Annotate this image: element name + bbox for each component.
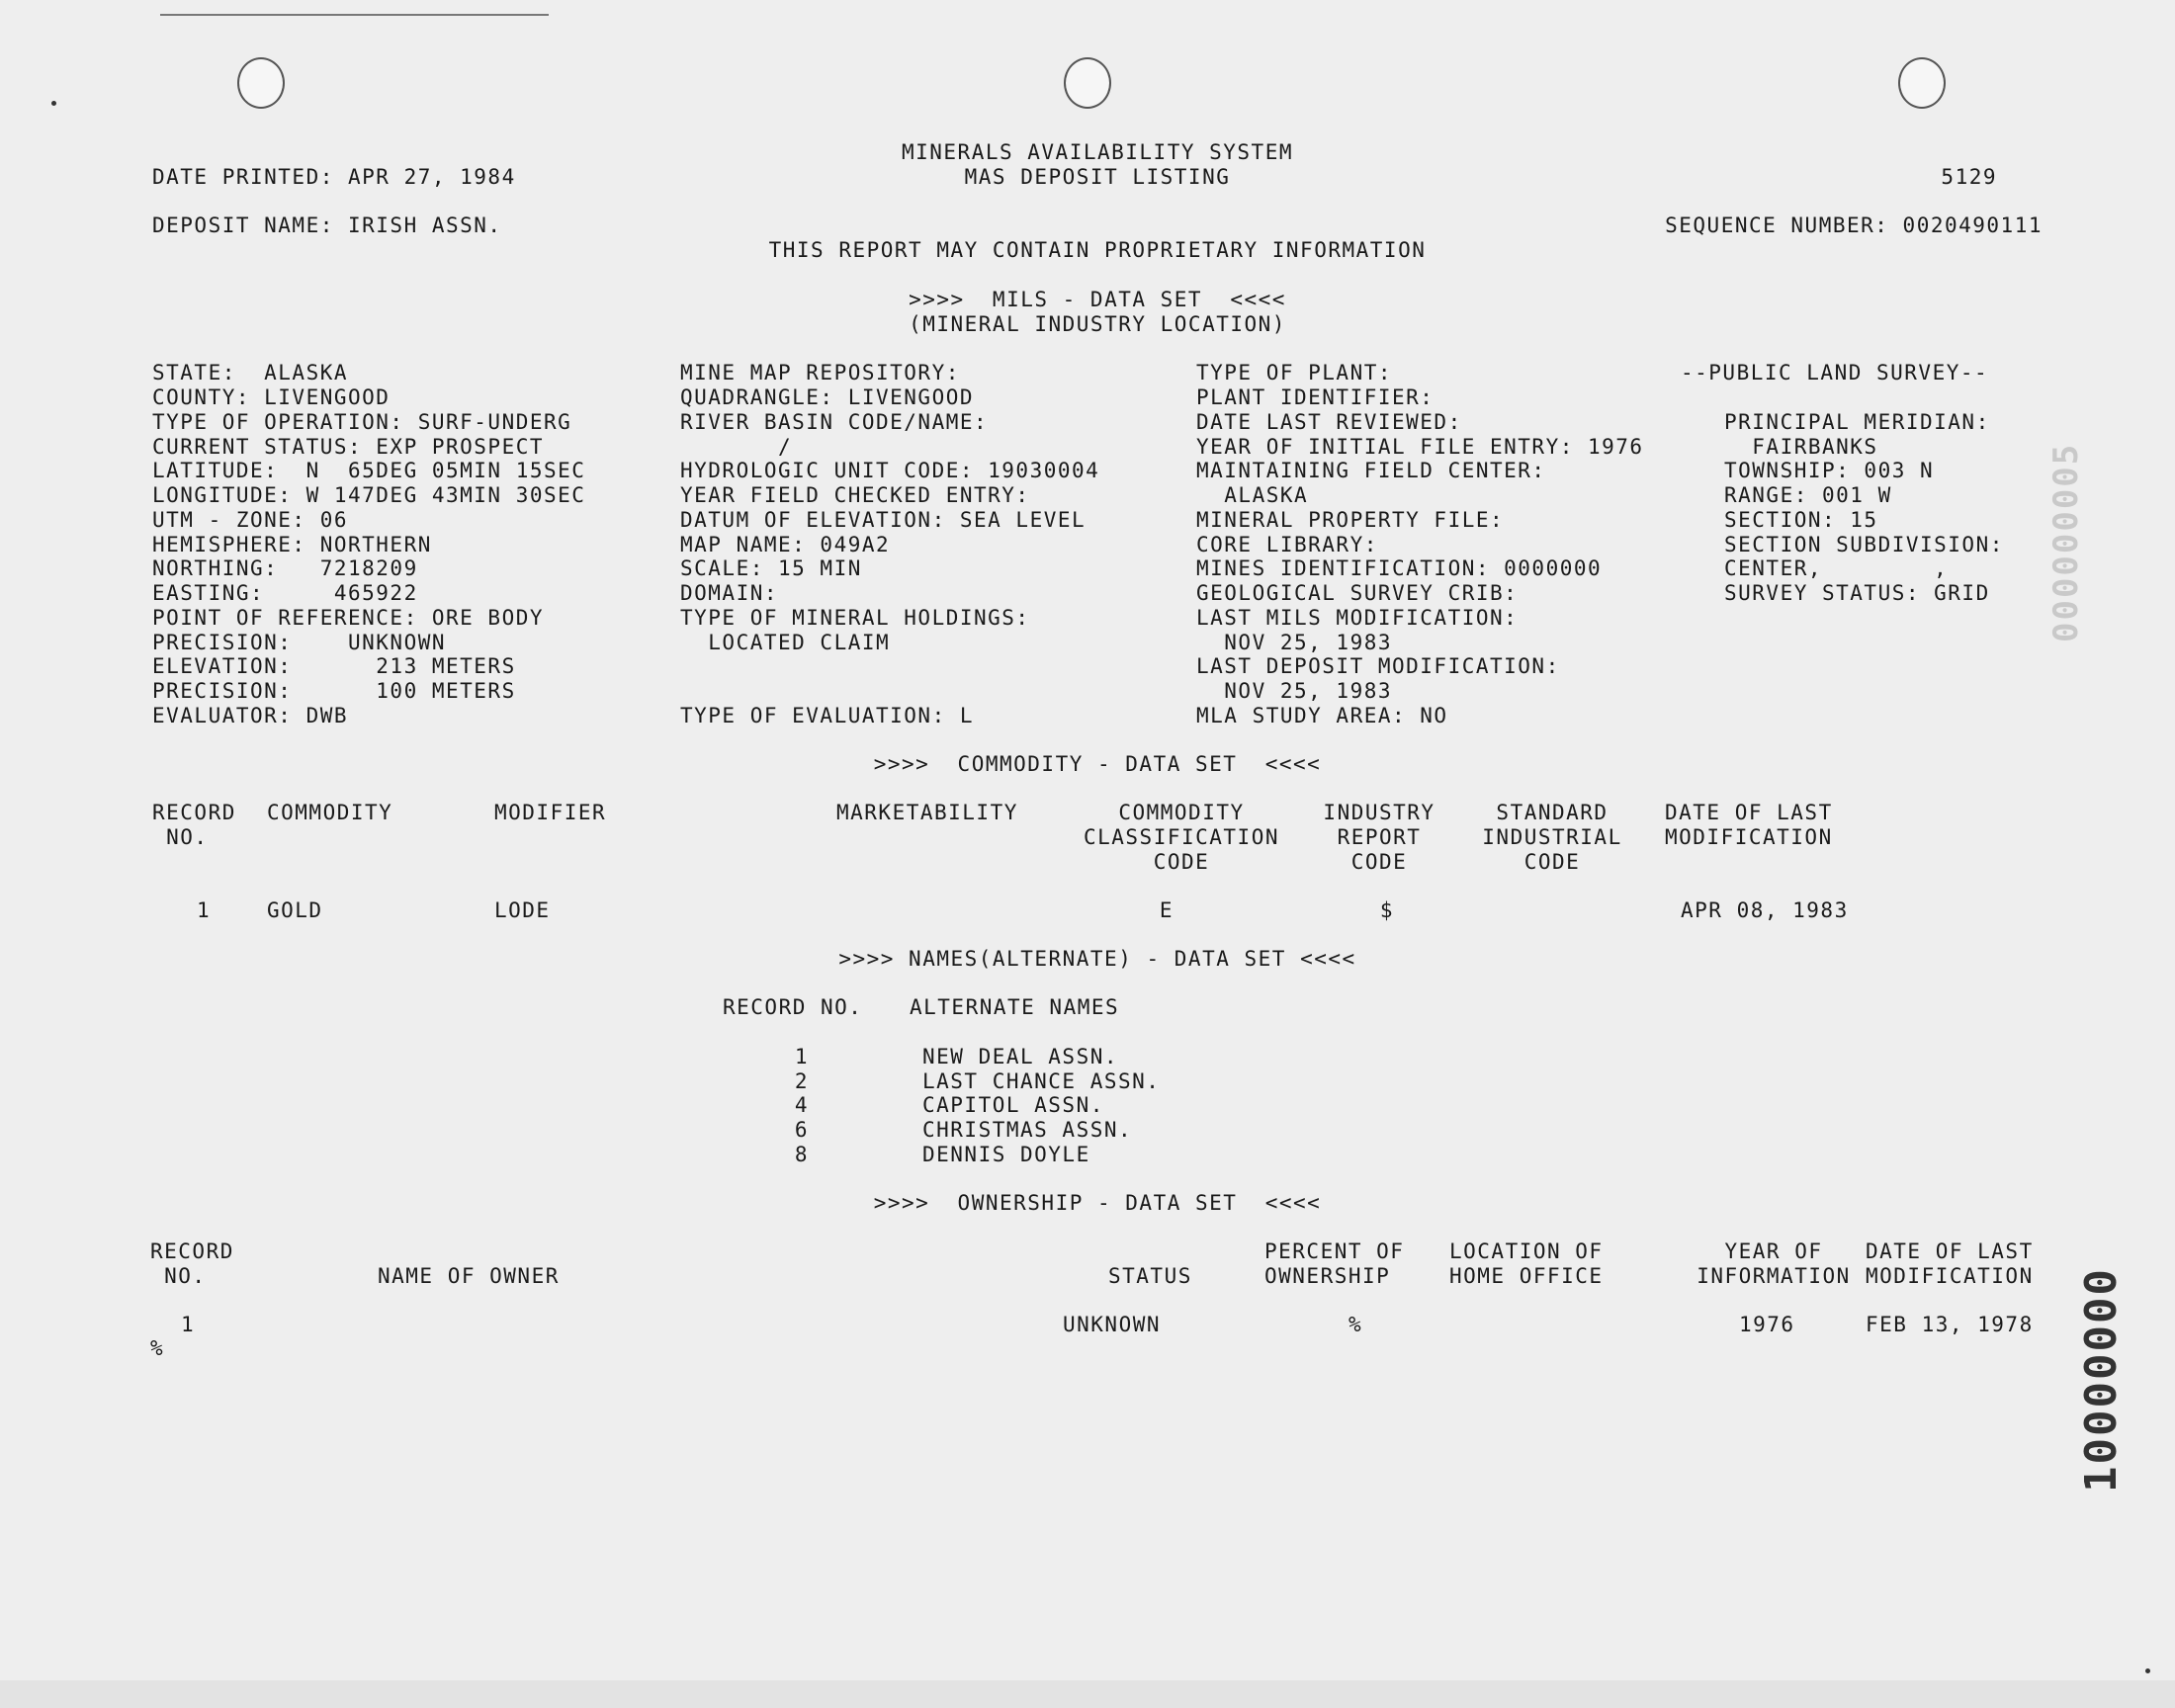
ownership-header-percent: PERCENT OF OWNERSHIP <box>1264 1239 1405 1288</box>
mils-field: POINT OF REFERENCE: ORE BODY <box>152 606 545 630</box>
survey-field: SECTION: 15 <box>1724 508 1878 532</box>
ownership-percent-line: % <box>150 1336 165 1360</box>
mils-field: DATUM OF ELEVATION: SEA LEVEL <box>680 508 1087 532</box>
ownership-record: 1 <box>181 1313 196 1336</box>
ownership-header-record: RECORD NO. <box>150 1239 234 1288</box>
alt-name-no: 6 <box>794 1118 809 1142</box>
mils-field: MLA STUDY AREA: NO <box>1196 704 1448 727</box>
alt-name-no: 2 <box>794 1069 809 1093</box>
mils-field: PLANT IDENTIFIER: <box>1196 385 1435 409</box>
speck-mark <box>2145 1668 2150 1673</box>
ownership-header-date: DATE OF LAST MODIFICATION <box>1866 1239 2034 1288</box>
deposit-name: DEPOSIT NAME: IRISH ASSN. <box>152 214 502 237</box>
mils-field: QUADRANGLE: LIVENGOOD <box>680 385 975 409</box>
mils-field: YEAR FIELD CHECKED ENTRY: <box>680 483 1030 507</box>
mils-field: DOMAIN: <box>680 581 779 605</box>
survey-field: SECTION SUBDIVISION: <box>1724 533 2004 556</box>
commodity-modifier: LODE <box>494 898 551 922</box>
mils-field: CURRENT STATUS: EXP PROSPECT <box>152 435 545 459</box>
listing-title: MAS DEPOSIT LISTING <box>964 165 1231 189</box>
mils-field: / <box>680 435 793 459</box>
ownership-header-name: NAME OF OWNER <box>378 1264 560 1288</box>
ownership-date: FEB 13, 1978 <box>1866 1313 2034 1336</box>
names-header-record: RECORD NO. <box>723 995 863 1019</box>
alt-name: CAPITOL ASSN. <box>922 1093 1104 1117</box>
commodity-header-commodity: COMMODITY <box>267 801 393 824</box>
sequence-number: SEQUENCE NUMBER: 0020490111 <box>1665 214 2043 237</box>
alt-name-no: 8 <box>794 1143 809 1166</box>
mils-field: LOCATED CLAIM <box>680 631 891 654</box>
ownership-title: >>>> OWNERSHIP - DATA SET <<<< <box>873 1191 1322 1215</box>
commodity-industry: $ <box>1379 898 1395 922</box>
mils-field: NOV 25, 1983 <box>1196 679 1393 703</box>
mils-field: DATE LAST REVIEWED: <box>1196 410 1462 434</box>
ownership-status: UNKNOWN <box>1063 1313 1162 1336</box>
commodity-header-classification: COMMODITY CLASSIFICATION CODE <box>1083 801 1279 874</box>
punch-hole-center <box>1064 57 1111 109</box>
ownership-year: 1976 <box>1739 1313 1795 1336</box>
mils-field: SCALE: 15 MIN <box>680 556 862 580</box>
proprietary-notice: THIS REPORT MAY CONTAIN PROPRIETARY INFORMATION <box>768 238 1427 262</box>
public-land-survey-title: --PUBLIC LAND SURVEY-- <box>1681 361 1989 384</box>
alt-name: DENNIS DOYLE <box>922 1143 1090 1166</box>
alt-name-no: 1 <box>794 1045 809 1068</box>
alt-name: NEW DEAL ASSN. <box>922 1045 1119 1068</box>
ownership-header-status: STATUS <box>1108 1264 1192 1288</box>
mils-field: HEMISPHERE: NORTHERN <box>152 533 432 556</box>
commodity-record: 1 <box>197 898 212 922</box>
faint-bleed-stamp: 000000005 <box>2046 442 2086 642</box>
alt-name-no: 4 <box>794 1093 809 1117</box>
survey-field: PRINCIPAL MERIDIAN: <box>1724 410 1990 434</box>
survey-field: RANGE: 001 W <box>1724 483 1892 507</box>
mils-field: UTM - ZONE: 06 <box>152 508 349 532</box>
mils-field: ELEVATION: 213 METERS <box>152 654 516 678</box>
page-number: 5129 <box>1941 165 1997 189</box>
commodity-date: APR 08, 1983 <box>1681 898 1849 922</box>
mils-field: TYPE OF OPERATION: SURF-UNDERG <box>152 410 572 434</box>
commodity-header-standard: STANDARD INDUSTRIAL CODE <box>1482 801 1622 874</box>
mils-field: MAP NAME: 049A2 <box>680 533 891 556</box>
commodity-title: >>>> COMMODITY - DATA SET <<<< <box>873 752 1322 776</box>
mils-field: TYPE OF PLANT: <box>1196 361 1393 384</box>
mils-field: MINE MAP REPOSITORY: <box>680 361 960 384</box>
date-printed: DATE PRINTED: APR 27, 1984 <box>152 165 516 189</box>
mils-field: TYPE OF EVALUATION: L <box>680 704 975 727</box>
punch-hole-right <box>1898 57 1946 109</box>
commodity-header-marketability: MARKETABILITY <box>836 801 1018 824</box>
mils-field: LAST DEPOSIT MODIFICATION: <box>1196 654 1560 678</box>
system-title: MINERALS AVAILABILITY SYSTEM <box>901 140 1293 164</box>
mils-field: PRECISION: 100 METERS <box>152 679 516 703</box>
commodity-header-date: DATE OF LAST MODIFICATION <box>1665 801 1833 849</box>
mils-field: LONGITUDE: W 147DEG 43MIN 30SEC <box>152 483 586 507</box>
survey-field: SURVEY STATUS: GRID <box>1724 581 1990 605</box>
mils-field: LAST MILS MODIFICATION: <box>1196 606 1519 630</box>
mils-field: GEOLOGICAL SURVEY CRIB: <box>1196 581 1519 605</box>
commodity-header-record: RECORD NO. <box>152 801 236 849</box>
mils-field: TYPE OF MINERAL HOLDINGS: <box>680 606 1030 630</box>
names-header-names: ALTERNATE NAMES <box>910 995 1120 1019</box>
mils-field: EASTING: 465922 <box>152 581 418 605</box>
margin-stamp-number: 10000000 <box>2076 1267 2127 1493</box>
mils-field: MAINTAINING FIELD CENTER: <box>1196 459 1546 482</box>
names-title: >>>> NAMES(ALTERNATE) - DATA SET <<<< <box>838 947 1356 971</box>
alt-name: LAST CHANCE ASSN. <box>922 1069 1161 1093</box>
survey-field: FAIRBANKS <box>1724 435 1878 459</box>
mils-field: STATE: ALASKA <box>152 361 349 384</box>
commodity-header-modifier: MODIFIER <box>494 801 607 824</box>
commodity-name: GOLD <box>267 898 323 922</box>
survey-field: TOWNSHIP: 003 N <box>1724 459 1935 482</box>
survey-field: CENTER, , <box>1724 556 1949 580</box>
mils-field: ALASKA <box>1196 483 1309 507</box>
ownership-percent: % <box>1348 1313 1363 1336</box>
top-rule <box>160 14 549 16</box>
mils-field: YEAR OF INITIAL FILE ENTRY: 1976 <box>1196 435 1644 459</box>
commodity-header-industry: INDUSTRY REPORT CODE <box>1323 801 1436 874</box>
speck-mark <box>51 101 56 106</box>
punch-hole-left <box>237 57 285 109</box>
mils-field: COUNTY: LIVENGOOD <box>152 385 391 409</box>
mils-field: MINES IDENTIFICATION: 0000000 <box>1196 556 1603 580</box>
commodity-classification: E <box>1159 898 1174 922</box>
alt-name: CHRISTMAS ASSN. <box>922 1118 1133 1142</box>
mils-title: >>>> MILS - DATA SET <<<< <box>909 288 1286 311</box>
mils-subtitle: (MINERAL INDUSTRY LOCATION) <box>909 312 1286 336</box>
mils-field: CORE LIBRARY: <box>1196 533 1378 556</box>
mils-field: NOV 25, 1983 <box>1196 631 1393 654</box>
mils-field: LATITUDE: N 65DEG 05MIN 15SEC <box>152 459 586 482</box>
ownership-header-location: LOCATION OF HOME OFFICE <box>1449 1239 1604 1288</box>
mils-field: MINERAL PROPERTY FILE: <box>1196 508 1505 532</box>
mils-field: NORTHING: 7218209 <box>152 556 418 580</box>
mils-field: PRECISION: UNKNOWN <box>152 631 447 654</box>
mils-field: EVALUATOR: DWB <box>152 704 349 727</box>
mils-field: HYDROLOGIC UNIT CODE: 19030004 <box>680 459 1100 482</box>
mils-field: RIVER BASIN CODE/NAME: <box>680 410 989 434</box>
ownership-header-year: YEAR OF INFORMATION <box>1696 1239 1851 1288</box>
